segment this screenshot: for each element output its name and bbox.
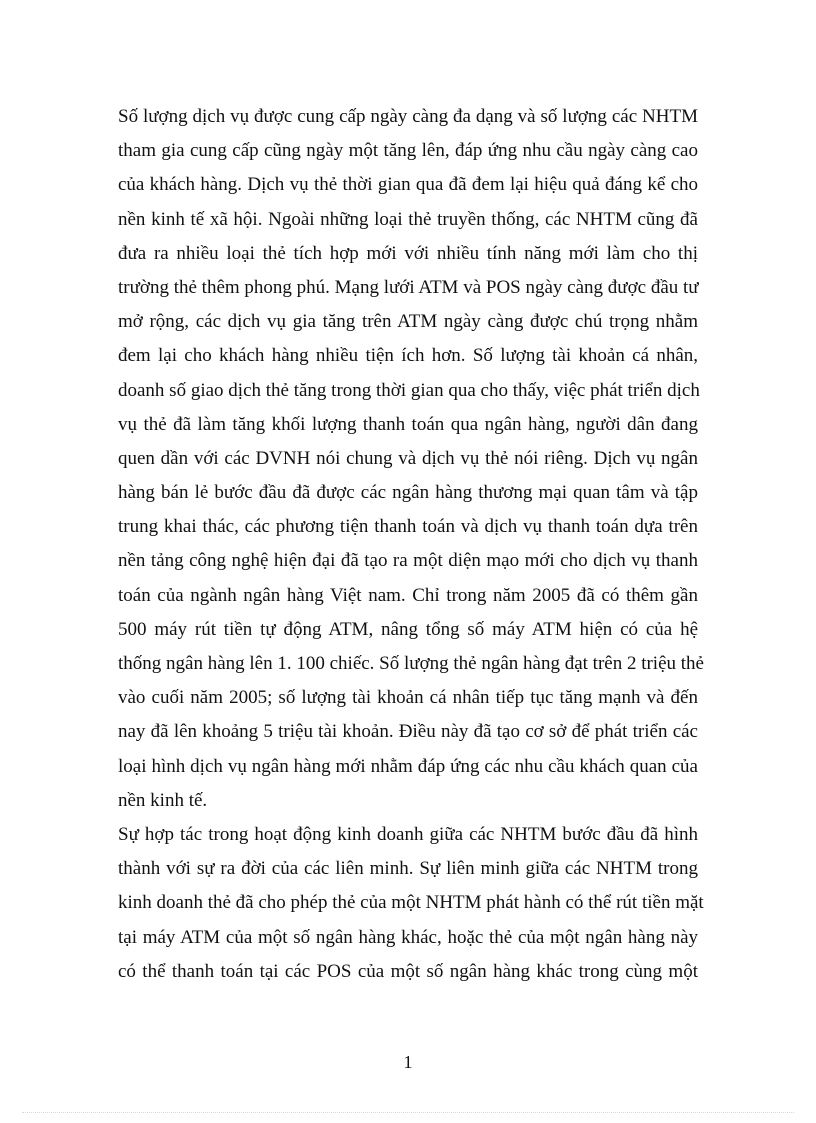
footer-divider — [22, 1112, 794, 1113]
text-line: đem lại cho khách hàng nhiều tiện ích hơn. Số lượng tài khoản cá nhân, — [118, 345, 698, 367]
text-line: tại máy ATM của một số ngân hàng khác, hoặc thẻ của một ngân hàng này — [118, 926, 698, 948]
text-line: loại hình dịch vụ ngân hàng mới nhằm đáp ứng các nhu cầu khách quan của — [118, 755, 698, 777]
text-line: đưa ra nhiều loại thẻ tích hợp mới với nhiều tính năng mới làm cho thị — [118, 242, 698, 264]
text-line: thành với sự ra đời của các liên minh. Sự liên minh giữa các NHTM trong — [118, 858, 698, 880]
text-line: nay đã lên khoảng 5 triệu tài khoản. Điều này đã tạo cơ sở để phát triển các — [118, 721, 698, 743]
text-line: vụ thẻ đã làm tăng khối lượng thanh toán qua ngân hàng, người dân đang — [118, 413, 698, 435]
text-line: trường thẻ thêm phong phú. Mạng lưới ATM và POS ngày càng được đầu tư — [118, 276, 699, 298]
text-line: Số lượng dịch vụ được cung cấp ngày càng đa dạng và số lượng các NHTM — [118, 106, 698, 127]
text-line: hàng bán lẻ bước đầu đã được các ngân hàng thương mại quan tâm và tập — [118, 482, 698, 504]
text-line: thống ngân hàng lên 1. 100 chiếc. Số lượng thẻ ngân hàng đạt trên 2 triệu thẻ — [118, 653, 704, 674]
text-line: Sự hợp tác trong hoạt động kinh doanh giữa các NHTM bước đầu đã hình — [118, 823, 698, 845]
text-line: toán của ngành ngân hàng Việt nam. Chỉ trong năm 2005 đã có thêm gần — [118, 584, 698, 606]
text-line: nền kinh tế. — [118, 789, 208, 811]
body-text — [118, 100, 704, 989]
text-line: nền tảng công nghệ hiện đại đã tạo ra một diện mạo mới cho dịch vụ thanh — [118, 550, 698, 572]
text-line: trung khai thác, các phương tiện thanh toán và dịch vụ thanh toán dựa trên — [118, 516, 698, 538]
text-line: 500 máy rút tiền tự động ATM, nâng tổng số máy ATM hiện có của hệ — [118, 618, 698, 640]
page-number: 1 — [403, 1052, 413, 1072]
text-line: doanh số giao dịch thẻ tăng trong thời gian qua cho thấy, việc phát triển dịch — [118, 379, 700, 401]
text-line: nền kinh tế xã hội. Ngoài những loại thẻ truyền thống, các NHTM cũng đã — [118, 208, 698, 230]
text-line: có thể thanh toán tại các POS của một số ngân hàng khác trong cùng một — [118, 960, 698, 982]
text-line: mở rộng, các dịch vụ gia tăng trên ATM ngày càng được chú trọng nhằm — [118, 311, 698, 333]
text-line: vào cuối năm 2005; số lượng tài khoản cá nhân tiếp tục tăng mạnh và đến — [118, 687, 698, 709]
text-line: tham gia cung cấp cũng ngày một tăng lên, đáp ứng nhu cầu ngày càng cao — [118, 140, 698, 162]
text-line: của khách hàng. Dịch vụ thẻ thời gian qua đã đem lại hiệu quả đáng kể cho — [118, 174, 698, 196]
text-line: quen dần với các DVNH nói chung và dịch vụ thẻ nói riêng. Dịch vụ ngân — [118, 447, 698, 469]
text-line: kinh doanh thẻ đã cho phép thẻ của một NHTM phát hành có thể rút tiền mặt — [118, 892, 704, 914]
